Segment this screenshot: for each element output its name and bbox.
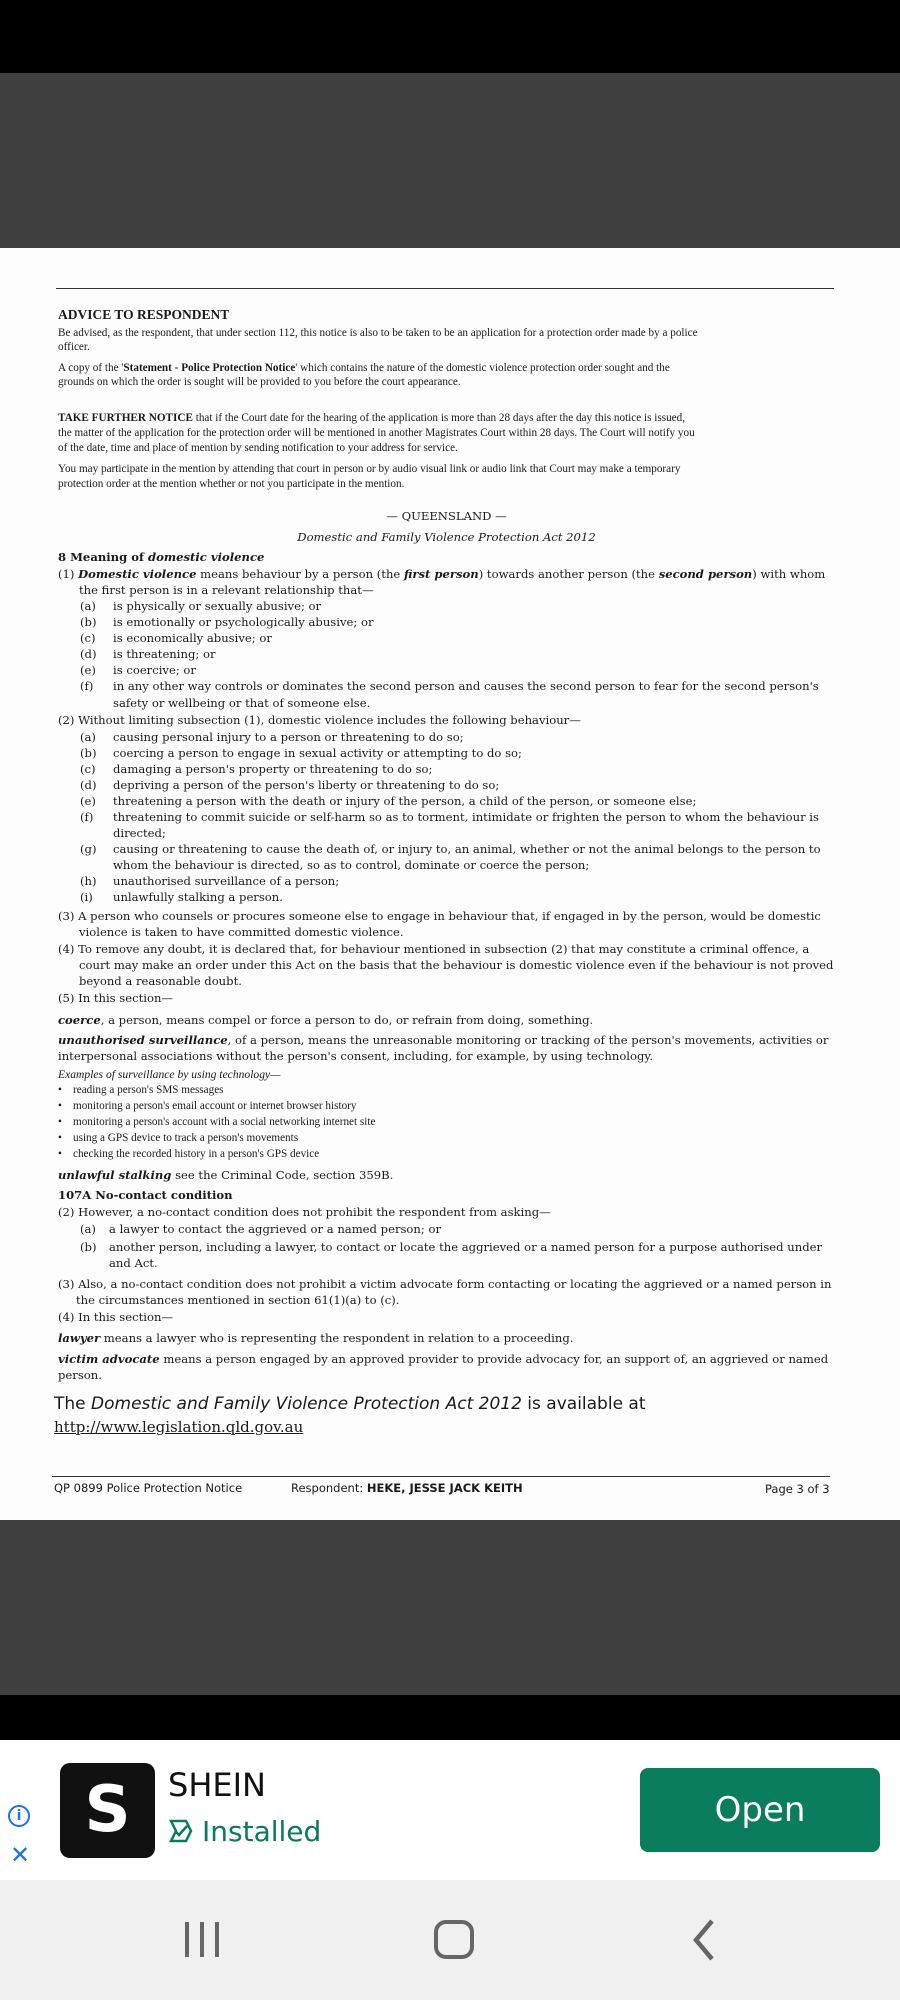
- section-107a-b: another person, including a lawyer, to contact or locate the aggrieved or a named person for a purpose authorised under: [109, 1240, 823, 1254]
- example-item: reading a person's SMS messages: [73, 1084, 224, 1096]
- section-8-2: (2) Without limiting subsection (1), domestic violence includes the following behaviour—: [58, 713, 581, 727]
- legislation-link[interactable]: http://www.legislation.qld.gov.au: [54, 1418, 304, 1436]
- section-107a-a-mark: (a): [80, 1222, 96, 1236]
- jurisdiction-heading: — QUEENSLAND —: [386, 509, 507, 523]
- section-8-1-item-mark: (b): [80, 615, 97, 629]
- act-title: Domestic and Family Violence Protection Act 2012: [297, 530, 596, 544]
- section-8-3-cont: violence is taken to have committed domestic violence.: [79, 925, 404, 939]
- section-8-2-item: causing personal injury to a person or threatening to do so;: [113, 730, 464, 744]
- section-8-heading: 8 Meaning of domestic violence: [58, 550, 265, 564]
- footer-respondent: Respondent: HEKE, JESSE JACK KEITH: [291, 1481, 523, 1495]
- section-8-2-h: unauthorised surveillance of a person;: [113, 874, 340, 888]
- separator-strip: [0, 1695, 900, 1740]
- ad-app-logo[interactable]: S: [60, 1763, 155, 1858]
- example-bullet: •: [58, 1100, 62, 1112]
- section-8-2-i-mark: (i): [80, 890, 93, 904]
- top-rule: [56, 288, 834, 289]
- advice-paragraph-2-cont: grounds on which the order is sought will be provided to you before the court appearance.: [58, 376, 461, 388]
- section-8-1-item-mark: (c): [80, 631, 96, 645]
- definition-surveillance-cont: interpersonal associations without the person's consent, including, for example, by using technology.: [58, 1049, 654, 1063]
- definition-victim-advocate: victim advocate means a person engaged by an approved provider to provide advocacy for, an support of, an aggrieved or named: [58, 1352, 829, 1366]
- example-bullet: •: [58, 1132, 62, 1144]
- ad-installed-status: [168, 1815, 321, 1848]
- definition-victim-advocate-cont: person.: [58, 1368, 102, 1382]
- section-8-2-item-mark: (a): [80, 730, 96, 744]
- section-8-1: (1) Domestic violence means behaviour by a person (the first person) towards another person (the second person) with whom: [58, 567, 826, 581]
- advice-paragraph-2: A copy of the 'Statement - Police Protection Notice' which contains the nature of the domestic violence protection order sought and the: [58, 362, 670, 374]
- example-bullet: •: [58, 1148, 62, 1160]
- advice-paragraph-3: TAKE FURTHER NOTICE that if the Court date for the hearing of the application is more than 28 days after the day this notice is issued,: [58, 412, 686, 424]
- section-107a-b-mark: (b): [80, 1240, 97, 1254]
- advice-paragraph-3-cont2: of the date, time and place of mention by sending notification to your address for service.: [58, 442, 458, 454]
- section-8-2-item-mark: (c): [80, 762, 96, 776]
- section-8-2-item-mark: (f): [80, 810, 94, 824]
- section-107a-2: (2) However, a no-contact condition does not prohibit the respondent from asking—: [58, 1205, 551, 1219]
- ad-app-name[interactable]: SHEIN: [168, 1766, 266, 1804]
- section-8-1-item: is economically abusive; or: [113, 631, 272, 645]
- section-8-2-item-mark: (d): [80, 778, 97, 792]
- section-107a-4: (4) In this section—: [58, 1310, 174, 1324]
- definition-coerce: coerce, a person, means compel or force a person to do, or refrain from doing, something.: [58, 1013, 594, 1027]
- section-8-2-item: threatening to commit suicide or self-harm so as to torment, intimidate or frighten the person to whom the behaviour is: [113, 810, 819, 824]
- section-8-2-item: coercing a person to engage in sexual activity or attempting to do so;: [113, 746, 522, 760]
- example-item: using a GPS device to track a person's movements: [73, 1132, 299, 1144]
- section-107a-b-cont: and Act.: [109, 1256, 158, 1270]
- section-8-2-i: unlawfully stalking a person.: [113, 890, 283, 904]
- advice-paragraph-1: Be advised, as the respondent, that under section 112, this notice is also to be taken to be an application for a protection order made by a police: [58, 327, 698, 339]
- section-8-2-item: threatening a person with the death or injury of the person, a child of the person, or someone else;: [113, 794, 697, 808]
- definition-stalking: unlawful stalking see the Criminal Code, section 359B.: [58, 1168, 394, 1182]
- section-8-2-g-cont: whom the behaviour is directed, so as to control, dominate or coerce the person;: [113, 858, 590, 872]
- section-8-1-item-mark: (f): [80, 679, 94, 693]
- example-item: monitoring a person's account with a social networking internet site: [73, 1116, 376, 1128]
- examples-heading: Examples of surveillance by using technology—: [58, 1068, 281, 1081]
- definition-lawyer: lawyer means a lawyer who is representing the respondent in relation to a proceeding.: [58, 1331, 574, 1345]
- ad-close-icon[interactable]: ✕: [9, 1841, 31, 1869]
- section-8-2-g: causing or threatening to cause the death of, or injury to, an animal, whether or not the animal belongs to the person to: [113, 842, 821, 856]
- back-icon[interactable]: [674, 1915, 734, 1965]
- footer-rule: [52, 1476, 830, 1477]
- ad-info-icon[interactable]: i: [8, 1805, 30, 1827]
- section-8-1-item-mark: (e): [80, 663, 96, 677]
- advice-heading: ADVICE TO RESPONDENT: [58, 307, 230, 322]
- section-8-1-f-cont: safety or wellbeing or that of someone else.: [113, 696, 371, 710]
- section-107a-a: a lawyer to contact the aggrieved or a named person; or: [109, 1222, 441, 1236]
- recents-icon[interactable]: [172, 1915, 232, 1965]
- section-8-2-item: depriving a person of the person's liberty or threatening to do so;: [113, 778, 500, 792]
- example-item: monitoring a person's email account or internet browser history: [73, 1100, 357, 1112]
- advice-paragraph-4-cont: protection order at the mention whether or not you participate in the mention.: [58, 478, 405, 490]
- advice-paragraph-4: You may participate in the mention by attending that court in person or by audio visual link or audio link that Court may make a temporary: [58, 463, 681, 475]
- availability-statement: The Domestic and Family Violence Protection Act 2012 is available at: [54, 1394, 646, 1414]
- section-8-2-item: damaging a person's property or threatening to do so;: [113, 762, 433, 776]
- section-8-2-g-mark: (g): [80, 842, 97, 856]
- advice-paragraph-1-cont: officer.: [58, 341, 90, 353]
- section-8-1-item: is physically or sexually abusive; or: [113, 599, 322, 613]
- section-8-1-item: in any other way controls or dominates the second person and causes the second person to fear for the second person's: [113, 679, 819, 693]
- section-8-1-item: is emotionally or psychologically abusive; or: [113, 615, 374, 629]
- advice-paragraph-3-cont: the matter of the application for the protection order will be mentioned in another Magistrates Court within 28 days. The Court will notify you: [58, 427, 695, 439]
- example-item: checking the recorded history in a person's GPS device: [73, 1148, 320, 1160]
- example-bullet: •: [58, 1116, 62, 1128]
- section-8-5: (5) In this section—: [58, 991, 174, 1005]
- section-8-4-cont: court may make an order under this Act on the basis that the behaviour is domestic violence even if the behaviour is not proved: [79, 958, 834, 972]
- section-8-1-item: is threatening; or: [113, 647, 216, 661]
- ad-open-button[interactable]: Open: [640, 1768, 880, 1852]
- footer-form-number: QP 0899 Police Protection Notice: [54, 1481, 243, 1495]
- section-8-1-item: is coercive; or: [113, 663, 196, 677]
- section-8-1-item-mark: (a): [80, 599, 96, 613]
- ad-installed-label: Installed: [202, 1815, 322, 1848]
- section-8-1-cont: the first person is in a relevant relationship that—: [79, 583, 374, 597]
- installed-check-icon: [168, 1818, 194, 1844]
- footer-page-number: Page 3 of 3: [765, 1482, 830, 1496]
- section-8-3: (3) A person who counsels or procures someone else to engage in behaviour that, if engaged in by the person, would be domestic: [58, 909, 821, 923]
- document-page: [0, 248, 900, 1520]
- viewer-background-bottom: [0, 1520, 900, 1695]
- section-8-2-item-mark: (e): [80, 794, 96, 808]
- section-8-4-cont2: beyond a reasonable doubt.: [79, 974, 242, 988]
- example-bullet: •: [58, 1084, 62, 1096]
- viewer-background-top: [0, 73, 900, 248]
- home-icon[interactable]: [424, 1915, 484, 1965]
- status-bar-area: [0, 0, 900, 73]
- section-107a-3-cont: the circumstances mentioned in section 61(1)(a) to (c).: [76, 1293, 400, 1307]
- definition-surveillance: unauthorised surveillance, of a person, means the unreasonable monitoring or tracking of the person's movements, activities or: [58, 1033, 829, 1047]
- section-8-1-item-mark: (d): [80, 647, 97, 661]
- section-107a-heading: 107A No-contact condition: [58, 1188, 233, 1202]
- section-8-2-h-mark: (h): [80, 874, 97, 888]
- section-8-2-f-cont: directed;: [113, 826, 166, 840]
- section-8-4: (4) To remove any doubt, it is declared that, for behaviour mentioned in subsection (2) that may constitute a criminal offence, a: [58, 942, 810, 956]
- section-107a-3: (3) Also, a no-contact condition does not prohibit a victim advocate form contacting or locating the aggrieved or a named person in: [58, 1277, 832, 1291]
- section-8-2-item-mark: (b): [80, 746, 97, 760]
